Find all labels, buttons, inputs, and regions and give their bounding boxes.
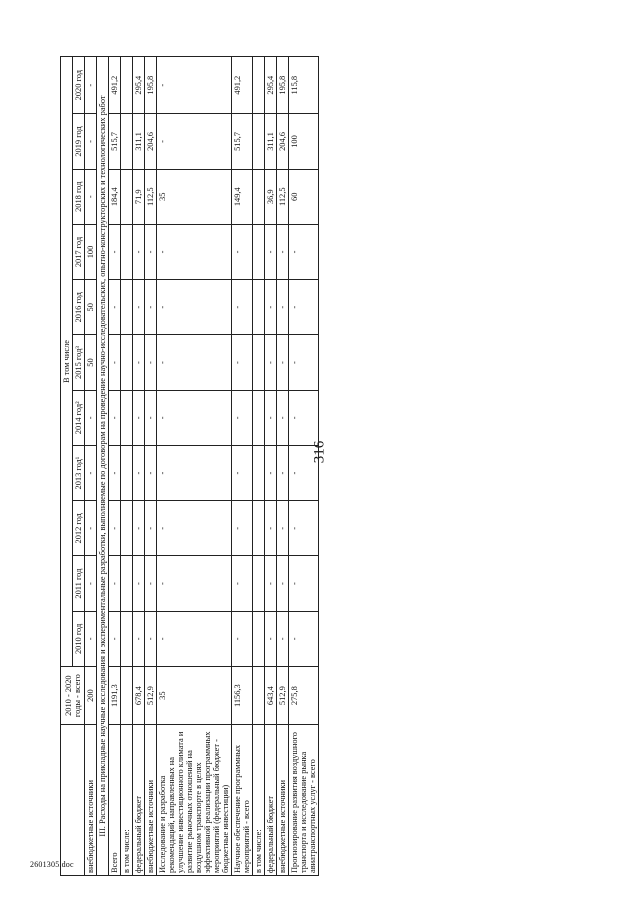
table-row	[265, 57, 277, 876]
year-value-cell: -	[145, 445, 157, 500]
header-total: 2010 - 2020 годы - всего	[61, 667, 85, 725]
header-in-that-number: В том числе	[61, 57, 73, 667]
year-value-cell: -	[157, 390, 232, 445]
year-value-cell: -	[289, 501, 319, 556]
year-value-cell: -	[133, 556, 145, 611]
year-value-cell	[121, 445, 133, 500]
year-value-cell: 515,7	[109, 114, 121, 169]
header-year: 2014 год²	[73, 390, 85, 445]
row-label: федеральный бюджет	[265, 725, 277, 876]
year-value-cell: -	[277, 390, 289, 445]
row-total	[253, 667, 265, 725]
page-number: 316	[311, 440, 328, 464]
year-value-cell: -	[157, 501, 232, 556]
year-value-cell: 50	[85, 335, 97, 390]
year-value-cell: -	[85, 169, 97, 224]
row-total: 1156,3	[232, 667, 253, 725]
header-year: 2016 год	[73, 280, 85, 335]
year-value-cell: -	[232, 501, 253, 556]
header-year: 2017 год	[73, 224, 85, 279]
table-row	[145, 57, 157, 876]
year-value-cell	[253, 114, 265, 169]
year-value-cell: -	[232, 390, 253, 445]
table-row	[277, 57, 289, 876]
year-value-cell: 195,8	[277, 57, 289, 114]
year-value-cell: 311,1	[133, 114, 145, 169]
year-value-cell: 100	[289, 114, 319, 169]
year-value-cell: -	[109, 335, 121, 390]
header-blank	[61, 725, 85, 876]
year-value-cell: -	[289, 390, 319, 445]
year-value-cell: -	[277, 224, 289, 279]
year-value-cell	[253, 335, 265, 390]
header-year: 2010 год	[73, 611, 85, 666]
year-value-cell: 100	[85, 224, 97, 279]
year-value-cell: 60	[289, 169, 319, 224]
table-row	[133, 57, 145, 876]
year-value-cell: -	[157, 114, 232, 169]
year-value-cell: -	[232, 335, 253, 390]
year-value-cell	[121, 556, 133, 611]
year-value-cell: -	[145, 280, 157, 335]
row-label: внебюджетные источники	[277, 725, 289, 876]
row-total: 678,4	[133, 667, 145, 725]
year-value-cell: -	[133, 224, 145, 279]
row-total: 512,9	[277, 667, 289, 725]
header-year: 2011 год	[73, 556, 85, 611]
table-row	[289, 57, 319, 876]
year-value-cell: -	[232, 224, 253, 279]
row-label: внебюджетные источники	[145, 725, 157, 876]
year-value-cell: 71,9	[133, 169, 145, 224]
year-value-cell: -	[265, 556, 277, 611]
year-value-cell	[253, 445, 265, 500]
header-year: 2013 год¹	[73, 445, 85, 500]
year-value-cell: 36,9	[265, 169, 277, 224]
year-value-cell	[121, 611, 133, 666]
year-value-cell	[253, 390, 265, 445]
year-value-cell: -	[145, 335, 157, 390]
year-value-cell: -	[133, 335, 145, 390]
year-value-cell: -	[265, 280, 277, 335]
table-row	[85, 57, 97, 876]
year-value-cell: -	[85, 611, 97, 666]
year-value-cell: -	[157, 57, 232, 114]
year-value-cell	[253, 611, 265, 666]
year-value-cell: 491,2	[232, 57, 253, 114]
row-total: 1191,3	[109, 667, 121, 725]
year-value-cell: -	[289, 280, 319, 335]
header-year: 2020 год	[73, 57, 85, 114]
year-value-cell: -	[145, 556, 157, 611]
year-value-cell: -	[133, 390, 145, 445]
year-value-cell: -	[289, 335, 319, 390]
year-value-cell: -	[145, 224, 157, 279]
year-value-cell: -	[133, 280, 145, 335]
year-value-cell: 491,2	[109, 57, 121, 114]
year-value-cell: -	[265, 501, 277, 556]
year-value-cell: -	[289, 611, 319, 666]
year-value-cell	[121, 224, 133, 279]
row-total: 643,4	[265, 667, 277, 725]
header-year: 2012 год	[73, 501, 85, 556]
year-value-cell: -	[265, 335, 277, 390]
year-value-cell: 295,4	[133, 57, 145, 114]
year-value-cell: -	[157, 224, 232, 279]
year-value-cell	[253, 169, 265, 224]
year-value-cell: -	[265, 390, 277, 445]
year-value-cell	[121, 57, 133, 114]
year-value-cell: 204,6	[145, 114, 157, 169]
row-label: внебюджетные источники	[85, 725, 97, 876]
year-value-cell: -	[289, 224, 319, 279]
year-value-cell: -	[277, 280, 289, 335]
year-value-cell: 204,6	[277, 114, 289, 169]
year-value-cell: 112,5	[145, 169, 157, 224]
row-label: Научное обеспечение программных мероприятий - всего	[232, 725, 253, 876]
year-value-cell	[121, 390, 133, 445]
year-value-cell: -	[145, 390, 157, 445]
year-value-cell: -	[157, 556, 232, 611]
year-value-cell: -	[109, 501, 121, 556]
budget-table	[60, 56, 319, 876]
year-value-cell: -	[85, 390, 97, 445]
year-value-cell	[253, 224, 265, 279]
header-year: 2015 год³	[73, 335, 85, 390]
year-value-cell: 35	[157, 169, 232, 224]
row-label: Всего	[109, 725, 121, 876]
year-value-cell: -	[85, 501, 97, 556]
year-value-cell: -	[157, 280, 232, 335]
year-value-cell: -	[277, 556, 289, 611]
year-value-cell: 112,5	[277, 169, 289, 224]
year-value-cell: -	[109, 224, 121, 279]
section-title: III. Расходы на прикладные научные исследования и экспериментальные разработки, выполняемые по договорам на проведение научно-исследовательских, опытно-конструкторских и технологических работ	[97, 57, 109, 876]
year-value-cell: -	[232, 611, 253, 666]
year-value-cell: -	[133, 445, 145, 500]
row-total: 200	[85, 667, 97, 725]
year-value-cell: -	[145, 611, 157, 666]
year-value-cell: -	[85, 556, 97, 611]
row-label: Исследование и разработка рекомендаций, направленных на улучшение инвестиционного климата и развитие рыночных отношений на воздушном транспорте в целях эффективной реализации программных мероприятий (федеральный бюджет - бюджетные инвестиции)	[157, 725, 232, 876]
year-value-cell	[121, 114, 133, 169]
year-value-cell	[121, 501, 133, 556]
year-value-cell: -	[109, 556, 121, 611]
row-label: Прогнозирование развития воздушного транспорта и исследование рынка авиатранспортных услуг - всего	[289, 725, 319, 876]
year-value-cell: -	[85, 57, 97, 114]
table-row	[253, 57, 265, 876]
year-value-cell: -	[85, 114, 97, 169]
year-value-cell: 115,8	[289, 57, 319, 114]
row-total: 275,8	[289, 667, 319, 725]
table-row	[157, 57, 232, 876]
year-value-cell: -	[157, 611, 232, 666]
year-value-cell	[121, 335, 133, 390]
year-value-cell: -	[85, 445, 97, 500]
row-total	[121, 667, 133, 725]
row-label: в том числе:	[121, 725, 133, 876]
year-value-cell: 195,8	[145, 57, 157, 114]
year-value-cell: 50	[85, 280, 97, 335]
table-row	[121, 57, 133, 876]
year-value-cell	[121, 169, 133, 224]
year-value-cell: -	[277, 611, 289, 666]
row-total: 35	[157, 667, 232, 725]
year-value-cell: -	[109, 611, 121, 666]
footer-filename: 2601305.doc	[30, 860, 74, 869]
rotated-table-container	[60, 36, 620, 876]
year-value-cell: 295,4	[265, 57, 277, 114]
year-value-cell: -	[232, 280, 253, 335]
year-value-cell: -	[265, 224, 277, 279]
year-value-cell: -	[265, 445, 277, 500]
year-value-cell	[253, 280, 265, 335]
year-value-cell	[253, 501, 265, 556]
table-row	[109, 57, 121, 876]
year-value-cell	[253, 57, 265, 114]
year-value-cell: -	[277, 501, 289, 556]
table-row	[232, 57, 253, 876]
row-label: федеральный бюджет	[133, 725, 145, 876]
year-value-cell: -	[109, 445, 121, 500]
year-value-cell: 515,7	[232, 114, 253, 169]
year-value-cell: -	[145, 501, 157, 556]
year-value-cell: 311,1	[265, 114, 277, 169]
year-value-cell: -	[232, 556, 253, 611]
year-value-cell: -	[289, 445, 319, 500]
year-value-cell	[121, 280, 133, 335]
table-header	[61, 57, 85, 876]
year-value-cell: -	[109, 280, 121, 335]
year-value-cell: -	[277, 335, 289, 390]
year-value-cell: -	[157, 335, 232, 390]
year-value-cell: -	[109, 390, 121, 445]
year-value-cell: 149,4	[232, 169, 253, 224]
header-year: 2018 год	[73, 169, 85, 224]
year-value-cell: -	[277, 445, 289, 500]
year-value-cell: -	[133, 501, 145, 556]
row-total: 512,9	[145, 667, 157, 725]
year-value-cell: -	[289, 556, 319, 611]
row-label: в том числе:	[253, 725, 265, 876]
year-value-cell: -	[265, 611, 277, 666]
year-value-cell: 184,4	[109, 169, 121, 224]
year-value-cell: -	[232, 445, 253, 500]
header-year: 2019 год	[73, 114, 85, 169]
year-value-cell: -	[133, 611, 145, 666]
year-value-cell: -	[157, 445, 232, 500]
section-row	[97, 57, 109, 876]
year-value-cell	[253, 556, 265, 611]
